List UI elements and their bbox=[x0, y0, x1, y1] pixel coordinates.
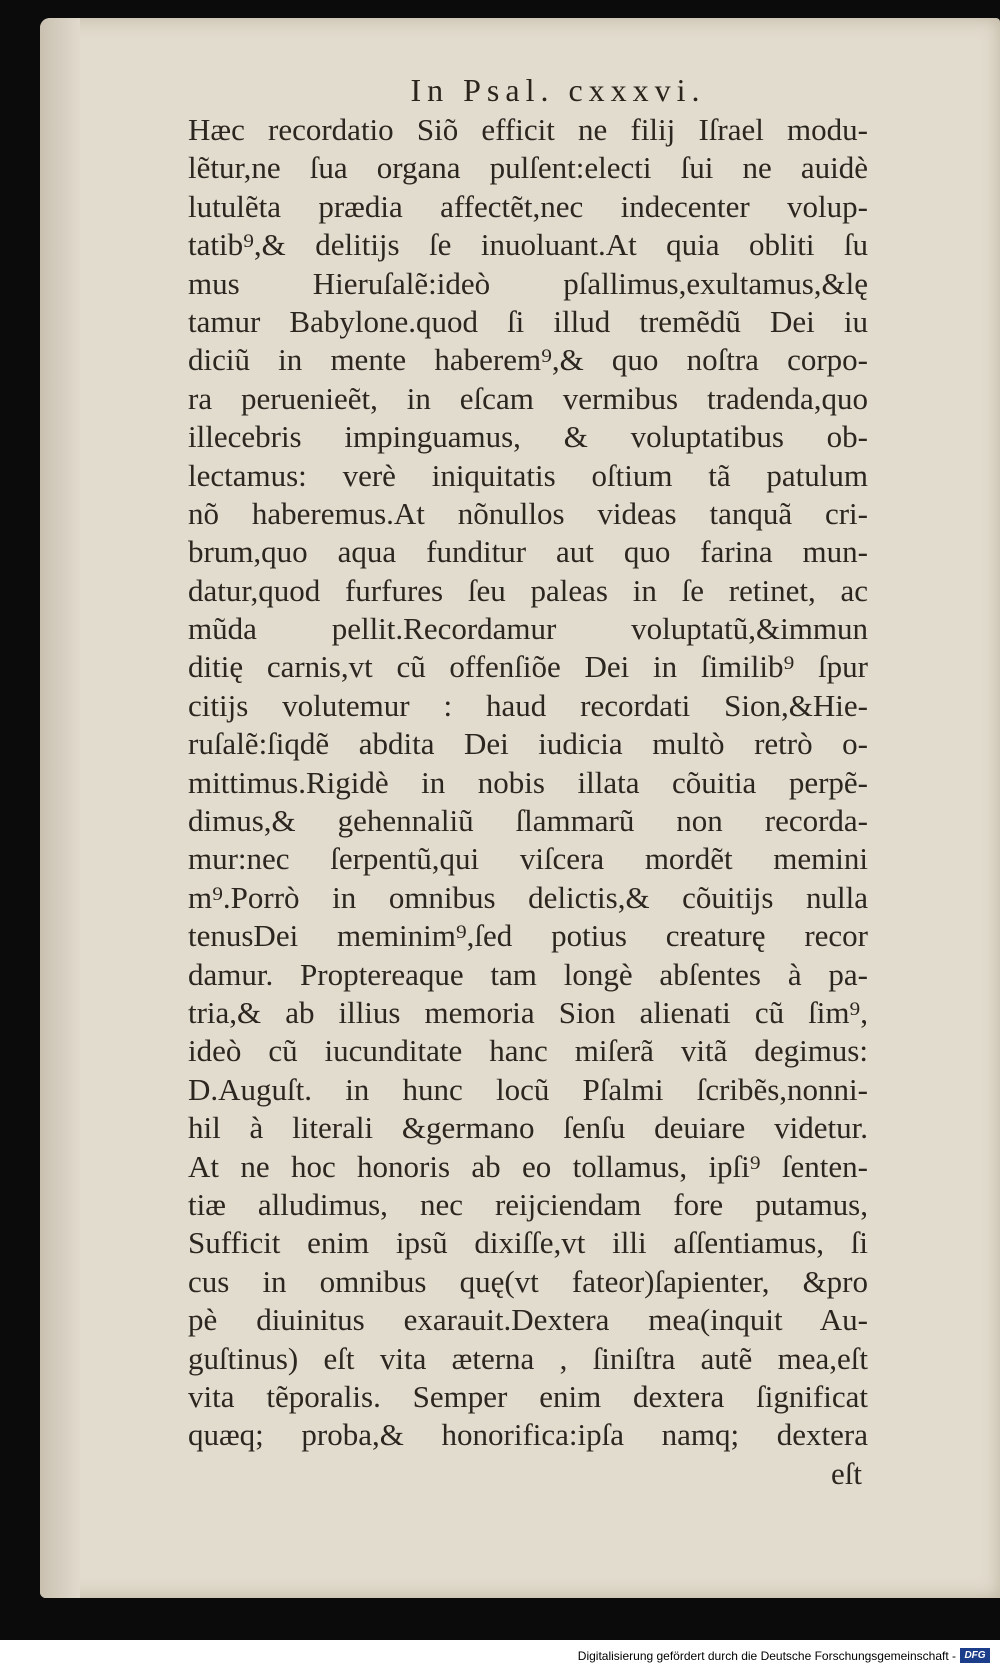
text-line: citijs volutemur : haud recordati Sion,&Hie- bbox=[188, 687, 868, 723]
text-line: illecebris impinguamus, & voluptatibus ob- bbox=[188, 419, 868, 455]
text-line: D.Auguſt. in hunc locũ Pſalmi ſcribẽs,nonni- bbox=[188, 1071, 868, 1107]
dfg-logo: DFG bbox=[960, 1648, 990, 1663]
text-line: mũda pellit.Recordamur voluptatũ,&immun bbox=[188, 611, 868, 647]
text-line: guſtinus) eſt vita æterna , ſiniſtra autẽ mea,eſt bbox=[188, 1340, 868, 1376]
text-line: vita tẽporalis. Semper enim dextera ſignificat bbox=[188, 1378, 868, 1414]
text-line: brum,quo aqua funditur aut quo farina mun- bbox=[188, 534, 868, 570]
text-lines bbox=[188, 111, 868, 1455]
text-line: tatib⁹,& delitijs ſe inuoluant.At quia obliti ſu bbox=[188, 227, 868, 263]
text-line: mittimus.Rigidè in nobis illata cõuitia perpẽ- bbox=[188, 764, 868, 800]
text-line: damur. Proptereaque tam longè abſentes à pa- bbox=[188, 956, 868, 992]
text-line: nõ haberemus.At nõnullos videas tanquã cri- bbox=[188, 495, 868, 531]
text-line: lẽtur,ne ſua organa pulſent:electi ſui ne auidè bbox=[188, 150, 868, 186]
text-line: tenusDei meminim⁹,ſed potius creaturę recor bbox=[188, 918, 868, 954]
text-line: tamur Babylone.quod ſi illud tremẽdũ Dei iu bbox=[188, 303, 868, 339]
text-line: quæq; proba,& honorifica:ipſa namq; dextera bbox=[188, 1417, 868, 1453]
funding-credit: Digitalisierung gefördert durch die Deutsche Forschungsgemeinschaft - bbox=[577, 1649, 956, 1663]
text-line: Hæc recordatio Siõ efficit ne filij Iſrael modu- bbox=[188, 112, 868, 147]
text-block bbox=[188, 72, 868, 1493]
text-line: tiæ alludimus, nec reijciendam fore putamus, bbox=[188, 1186, 868, 1222]
text-line: ideò cũ iucunditate hanc miſerã vitã degimus: bbox=[188, 1033, 868, 1069]
text-line: pè diuinitus exarauit.Dextera mea(inquit Au- bbox=[188, 1302, 868, 1338]
text-line: dimus,& gehennaliũ ſlammarũ non recorda- bbox=[188, 803, 868, 839]
running-head: In Psal. cxxxvi. bbox=[410, 72, 706, 108]
text-line: tria,& ab illius memoria Sion alienati cũ ſim⁹, bbox=[188, 994, 868, 1030]
text-line: diciũ in mente haberem⁹,& quo noſtra corpo- bbox=[188, 342, 868, 378]
text-line: lectamus: verè iniquitatis oſtium tã patulum bbox=[188, 457, 868, 493]
text-line: hil à literali &germano ſenſu deuiare videtur. bbox=[188, 1110, 868, 1146]
text-line: Sufficit enim ipsũ dixiſſe,vt illi aſſentiamus, ſi bbox=[188, 1225, 868, 1261]
digitization-footer bbox=[0, 1640, 1000, 1672]
text-line: datur,quod furfures ſeu paleas in ſe retinet, ac bbox=[188, 572, 868, 608]
page-gutter bbox=[40, 18, 80, 1598]
text-line: ditię carnis,vt cũ offenſiõe Dei in ſimilib⁹ ſpur bbox=[188, 649, 868, 685]
text-line: mur:nec ſerpentũ,qui viſcera mordẽt memini bbox=[188, 841, 868, 877]
text-line: ra peruenieẽt, in eſcam vermibus tradenda,quo bbox=[188, 380, 868, 416]
catchword: eſt bbox=[831, 1455, 862, 1491]
text-line: m⁹.Porrò in omnibus delictis,& cõuitijs nulla bbox=[188, 879, 868, 915]
text-line: lutulẽta prædia affectẽt,nec indecenter volup- bbox=[188, 188, 868, 224]
text-line: cus in omnibus quę(vt fateor)ſapienter, &pro bbox=[188, 1263, 868, 1299]
text-line: mus Hieruſalẽ:ideò pſallimus,exultamus,&lę bbox=[188, 265, 868, 301]
text-line: At ne hoc honoris ab eo tollamus, ipſi⁹ ſenten- bbox=[188, 1148, 868, 1184]
text-line: ruſalẽ:ſiqdẽ abdita Dei iudicia multò retrò o- bbox=[188, 726, 868, 762]
